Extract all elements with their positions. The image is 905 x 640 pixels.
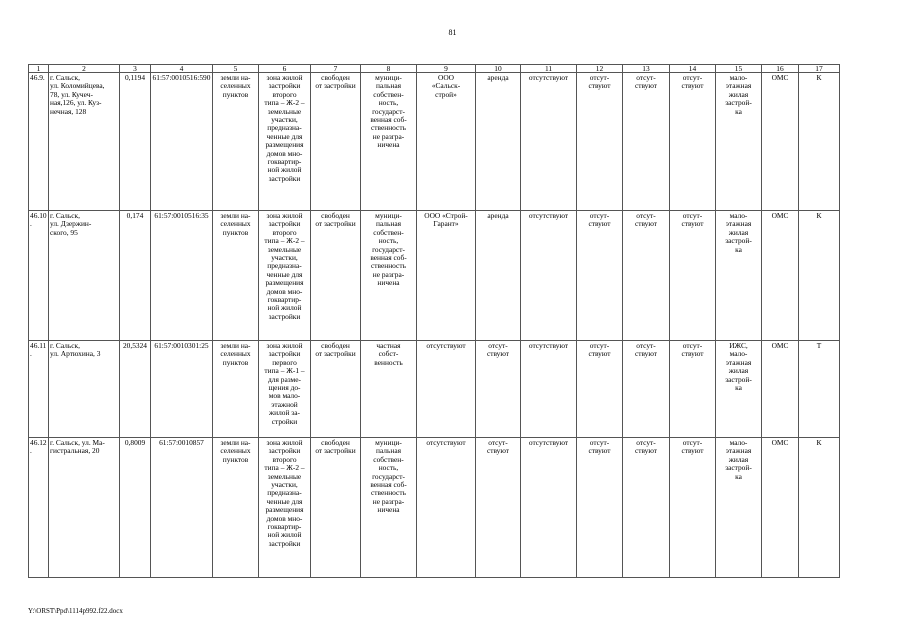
column-11-cell: отсутствуют	[521, 341, 577, 438]
page-number: 81	[448, 28, 457, 37]
land-category-cell: земли на- селенных пунктов	[213, 438, 259, 578]
land-category-cell: земли на- селенных пунктов	[213, 73, 259, 211]
address-cell: г. Сальск, ул. Коломийцева, 78, ул. Кучеч- ная,126, ул. Куз- нечная, 128	[49, 73, 120, 211]
file-path-footer: Y:\ORST\Ppd\1114p992.f22.docx	[28, 607, 123, 615]
cadastral-number-cell: 61:57:0010516:35	[151, 211, 213, 341]
table-row	[29, 438, 840, 578]
column-11-cell: отсутствуют	[521, 438, 577, 578]
permitted-use-cell: ИЖС, мало- этажная жилая застрой- ка	[716, 341, 762, 438]
ownership-cell: муници- пальная собствен- ность, государст- венная соб- ственность не разгра- ничена	[361, 73, 417, 211]
header-cell: 14	[670, 65, 716, 73]
header-cell: 6	[259, 65, 311, 73]
header-cell: 1	[29, 65, 49, 73]
code-cell: К	[799, 211, 840, 341]
development-status-cell: свободен от застройки	[311, 438, 361, 578]
development-status-cell: свободен от застройки	[311, 211, 361, 341]
development-status-cell: свободен от застройки	[311, 73, 361, 211]
holder-cell: ООО «Сальск- строй»	[417, 73, 476, 211]
column-13-cell: отсут- ствуют	[623, 341, 670, 438]
header-cell: 16	[762, 65, 799, 73]
column-11-cell: отсутствуют	[521, 73, 577, 211]
column-13-cell: отсут- ствуют	[623, 438, 670, 578]
item-number-cell: 46.12.	[29, 438, 49, 578]
right-type-cell: аренда	[476, 73, 521, 211]
right-type-cell: аренда	[476, 211, 521, 341]
header-cell: 5	[213, 65, 259, 73]
authority-cell: ОМС	[762, 341, 799, 438]
header-cell: 10	[476, 65, 521, 73]
area-cell: 20,5324	[120, 341, 151, 438]
permitted-use-cell: мало- этажная жилая застрой- ка	[716, 438, 762, 578]
cadastral-number-cell: 61:57:0010516:590	[151, 73, 213, 211]
header-cell: 9	[417, 65, 476, 73]
header-row	[29, 65, 840, 73]
ownership-cell: муници- пальная собствен- ность, государст- венная соб- ственность не разгра- ничена	[361, 438, 417, 578]
header-cell: 3	[120, 65, 151, 73]
table-row	[29, 211, 840, 341]
area-cell: 0,174	[120, 211, 151, 341]
ownership-cell: частная собст- венность	[361, 341, 417, 438]
column-14-cell: отсут- ствуют	[670, 438, 716, 578]
ownership-cell: муници- пальная собствен- ность, государст- венная соб- ственность не разгра- ничена	[361, 211, 417, 341]
cadastral-number-cell: 61:57:0010301:25	[151, 341, 213, 438]
authority-cell: ОМС	[762, 73, 799, 211]
column-14-cell: отсут- ствуют	[670, 211, 716, 341]
right-type-cell: отсут- ствуют	[476, 341, 521, 438]
item-number-cell: 46.11.	[29, 341, 49, 438]
column-12-cell: отсут- ствуют	[577, 73, 623, 211]
column-13-cell: отсут- ствуют	[623, 73, 670, 211]
zoning-cell: зона жилой застройки второго типа – Ж-2 – земельные участки, предназна- ченные для размещения домов мно- гоквартир- ной жилой застройки	[259, 438, 311, 578]
land-category-cell: земли на- селенных пунктов	[213, 211, 259, 341]
area-cell: 0,8009	[120, 438, 151, 578]
column-11-cell: отсутствуют	[521, 211, 577, 341]
zoning-cell: зона жилой застройки первого типа – Ж-1 – для разме- щения до- мов мало- этажной жилой за- стройки	[259, 341, 311, 438]
item-number-cell: 46.10.	[29, 211, 49, 341]
address-cell: г. Сальск, ул. Ма- гистральная, 20	[49, 438, 120, 578]
area-cell: 0,1194	[120, 73, 151, 211]
address-cell: г. Сальск, ул. Артюхина, 3	[49, 341, 120, 438]
header-cell: 15	[716, 65, 762, 73]
land-category-cell: земли на- селенных пунктов	[213, 341, 259, 438]
code-cell: К	[799, 73, 840, 211]
column-14-cell: отсут- ствуют	[670, 341, 716, 438]
zoning-cell: зона жилой застройки второго типа – Ж-2 – земельные участки, предназна- ченные для размещения домов мно- гоквартир- ной жилой застройки	[259, 73, 311, 211]
permitted-use-cell: мало- этажная жилая застрой- ка	[716, 73, 762, 211]
header-cell: 7	[311, 65, 361, 73]
column-12-cell: отсут- ствуют	[577, 341, 623, 438]
code-cell: К	[799, 438, 840, 578]
column-12-cell: отсут- ствуют	[577, 211, 623, 341]
land-plots-table	[28, 64, 840, 578]
authority-cell: ОМС	[762, 211, 799, 341]
holder-cell: отсутствуют	[417, 438, 476, 578]
development-status-cell: свободен от застройки	[311, 341, 361, 438]
header-cell: 17	[799, 65, 840, 73]
header-cell: 8	[361, 65, 417, 73]
code-cell: Т	[799, 341, 840, 438]
column-14-cell: отсут- ствуют	[670, 73, 716, 211]
header-cell: 2	[49, 65, 120, 73]
header-cell: 4	[151, 65, 213, 73]
item-number-cell: 46.9.	[29, 73, 49, 211]
column-13-cell: отсут- ствуют	[623, 211, 670, 341]
header-cell: 13	[623, 65, 670, 73]
permitted-use-cell: мало- этажная жилая застрой- ка	[716, 211, 762, 341]
cadastral-number-cell: 61:57:0010857	[151, 438, 213, 578]
header-cell: 11	[521, 65, 577, 73]
table-row	[29, 73, 840, 211]
table-row	[29, 341, 840, 438]
column-12-cell: отсут- ствуют	[577, 438, 623, 578]
right-type-cell: отсут- ствуют	[476, 438, 521, 578]
authority-cell: ОМС	[762, 438, 799, 578]
header-cell: 12	[577, 65, 623, 73]
zoning-cell: зона жилой застройки второго типа – Ж-2 – земельные участки, предназна- ченные для размещения домов мно- гоквартир- ной жилой застройки	[259, 211, 311, 341]
holder-cell: ООО «Строй- Гарант»	[417, 211, 476, 341]
holder-cell: отсутствуют	[417, 341, 476, 438]
address-cell: г. Сальск, ул. Дзержин- ского, 95	[49, 211, 120, 341]
